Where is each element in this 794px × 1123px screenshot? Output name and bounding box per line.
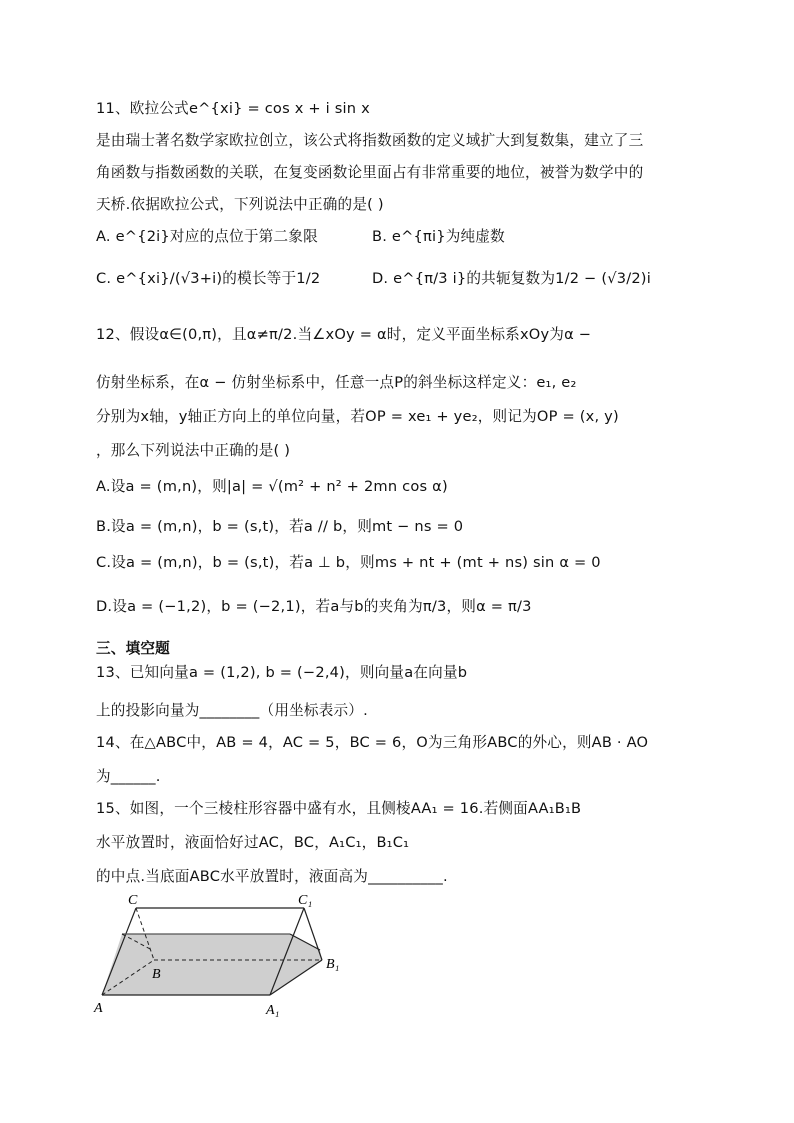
q14-text-line1: 14、在△ABC中，AB = 4，AC = 5，BC = 6，O为三角形ABC的外心，则AB · AO [96,734,649,751]
water-region [102,934,322,995]
q11-option-c: C. e^{xi}/(√3+i)的模长等于1/2 [96,270,321,287]
q12-option-c: C.设a = (m,n)，b = (s,t)，若a ⊥ b，则ms + nt + (mt + ns) sin α = 0 [96,554,601,571]
q15-text-line3: 的中点.当底面ABC水平放置时，液面高为__________. [96,868,448,885]
q12-title: 12、假设α∈(0,π)，且α≠π/2.当∠xOy = α时，定义平面坐标系xOy为α − [96,326,592,343]
section-heading: 三、填空题 [96,640,170,657]
q11-text-line1: 是由瑞士著名数学家欧拉创立，该公式将指数函数的定义域扩大到复数集，建立了三 [96,132,644,149]
q11-option-a: A. e^{2i}对应的点位于第二象限 [96,228,318,245]
q11-option-d: D. e^{π/3 i}的共轭复数为1/2 − (√3/2)i [372,270,651,287]
q11-text-line3: 天桥.依据欧拉公式，下列说法中正确的是( ) [96,196,384,213]
q14-text-line2: 为______. [96,768,161,785]
label-b: B [152,967,161,982]
label-b1: B₁ [326,957,340,972]
label-c1: C₁ [298,893,313,908]
q11-text-line2: 角函数与指数函数的关联，在复变函数论里面占有非常重要的地位，被誉为数学中的 [96,164,644,181]
q11-title: 11、欧拉公式e^{xi} = cos x + i sin x [96,100,370,117]
q11-option-b: B. e^{πi}为纯虚数 [372,228,505,245]
label-a1: A₁ [266,1003,280,1018]
q12-text-line2: 分别为x轴，y轴正方向上的单位向量，若OP = xe₁ + ye₂，则记为OP = (x, y) [96,408,619,425]
q12-option-b: B.设a = (m,n)，b = (s,t)，若a // b，则mt − ns = 0 [96,518,464,535]
q13-text-line1: 13、已知向量a = (1,2), b = (−2,4)，则向量a在向量b [96,664,468,681]
q12-option-d: D.设a = (−1,2)，b = (−2,1)，若a与b的夹角为π/3，则α = π/3 [96,598,532,615]
label-c: C [128,893,138,908]
q13-text-line2: 上的投影向量为________（用坐标表示）. [96,702,368,719]
q15-text-line2: 水平放置时，液面恰好过AC，BC，A₁C₁，B₁C₁ [96,834,410,851]
q12-text-line1: 仿射坐标系，在α − 仿射坐标系中，任意一点P的斜坐标这样定义：e₁, e₂ [96,374,577,391]
prism-figure [90,892,360,1022]
label-a: A [94,1001,103,1016]
q12-option-a: A.设a = (m,n)，则|a| = √(m² + n² + 2mn cos α) [96,478,448,495]
q15-text-line1: 15、如图，一个三棱柱形容器中盛有水，且侧棱AA₁ = 16.若侧面AA₁B₁B [96,800,582,817]
q12-text-line3: ，那么下列说法中正确的是( ) [96,442,291,459]
